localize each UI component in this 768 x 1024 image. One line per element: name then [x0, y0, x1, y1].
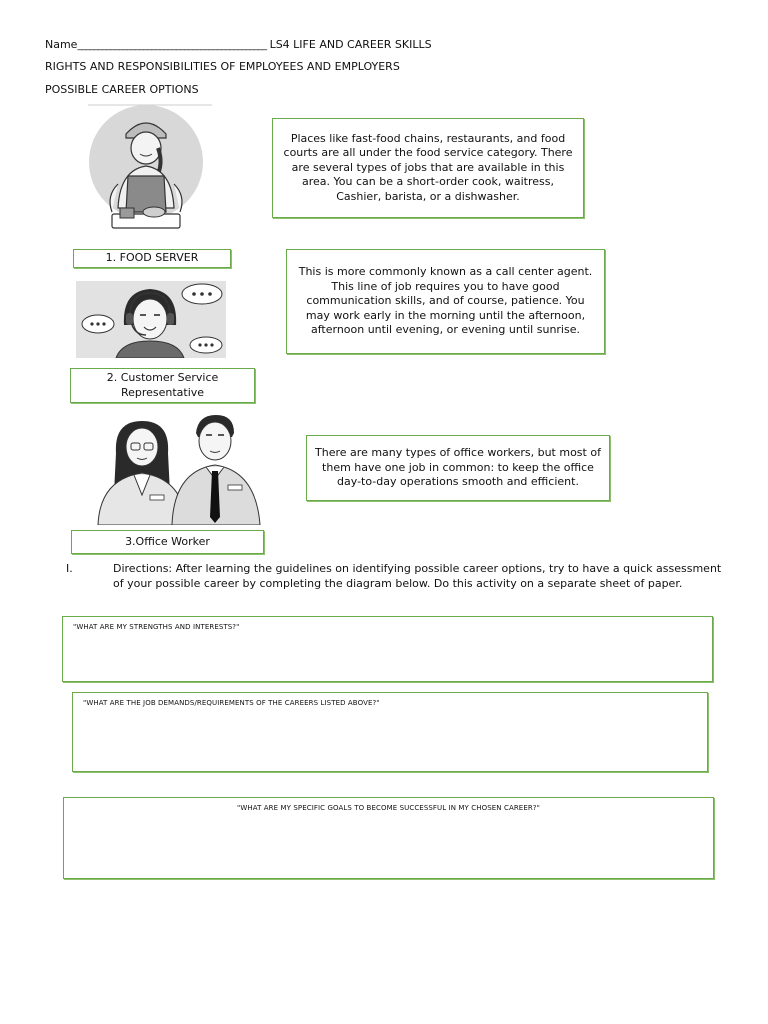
subject-title: LS4 LIFE AND CAREER SKILLS [269, 38, 432, 51]
strengths-interests-question: "WHAT ARE MY STRENGTHS AND INTERESTS?" [73, 623, 240, 631]
customer-service-label: 2. Customer Service Representative [70, 368, 255, 403]
office-worker-label: 3.Office Worker [71, 530, 264, 554]
food-server-description: Places like fast-food chains, restaurants, and food courts are all under the food service category. There are several types of jobs that are available in this area. You can be a short-order cook, waitress, Cashier, barista, or a dishwasher. [272, 118, 584, 218]
customer-service-description: This is more commonly known as a call center agent. This line of job requires you to have good communication skills, and of course, patience. You may work early in the morning until the afternoon, afternoon until evening, or evening until sunrise. [286, 249, 605, 354]
office-worker-description: There are many types of office workers, but most of them have one job in common: to keep the office day-to-day operations smooth and efficient. [306, 435, 610, 501]
job-demands-box[interactable] [72, 692, 708, 772]
office-workers-illustration [94, 413, 262, 525]
name-label: Name [45, 38, 78, 51]
food-server-label: 1. FOOD SERVER [73, 249, 231, 268]
directions-text: Directions: After learning the guidelines on identifying possible career options, try to have a quick assessment of your possible career by completing the diagram below. Do this activity on a separate sheet of paper. [113, 562, 722, 590]
directions-number: I. [66, 562, 73, 575]
career-goals-question: "WHAT ARE MY SPECIFIC GOALS TO BECOME SUCCESSFUL IN MY CHOSEN CAREER?" [237, 804, 540, 812]
job-demands-question: "WHAT ARE THE JOB DEMANDS/REQUIREMENTS OF THE CAREERS LISTED ABOVE?" [83, 699, 380, 707]
strengths-interests-box[interactable] [62, 616, 713, 682]
call-center-agent-illustration [76, 281, 226, 358]
name-blank: ______________________________________________ [77, 40, 267, 51]
career-goals-box[interactable] [63, 797, 714, 879]
name-line [45, 38, 432, 51]
worksheet-title: RIGHTS AND RESPONSIBILITIES OF EMPLOYEES AND EMPLOYERS [45, 60, 400, 73]
food-server-illustration [80, 104, 212, 236]
section-title: POSSIBLE CAREER OPTIONS [45, 83, 199, 96]
